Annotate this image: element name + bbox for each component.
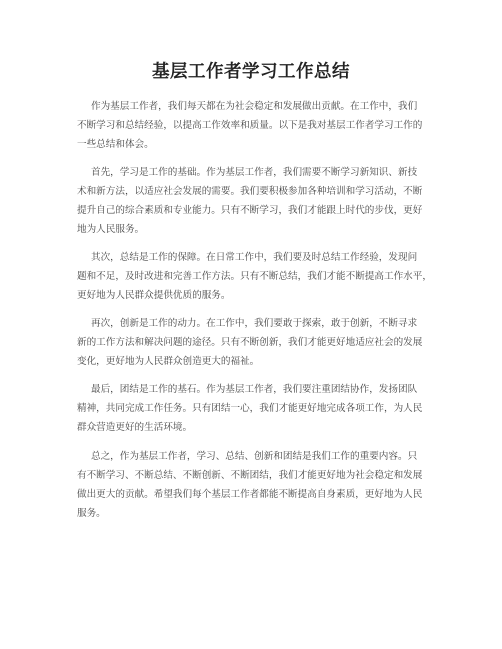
paragraph-summary bbox=[77, 248, 437, 305]
paragraph-line: 新的工作方法和解决问题的途径。只有不断创新，我们才能更好地适应社会的发展 bbox=[77, 337, 423, 348]
paragraph-line: 精神，共同完成工作任务。只有团结一心，我们才能更好地完成各项工作，为人民 bbox=[77, 403, 423, 414]
paragraph-line: 一些总结和体会。 bbox=[77, 139, 154, 150]
paragraph-line: 不断学习和总结经验，以提高工作效率和质量。以下是我对基层工作者学习工作的 bbox=[77, 120, 423, 131]
paragraph-line: 术和新方法，以适应社会发展的需要。我们要积极参加各种培训和学习活动，不断 bbox=[77, 186, 423, 197]
paragraph-line: 作为基层工作者，我们每天都在为社会稳定和发展做出贡献。在工作中，我们 bbox=[91, 101, 418, 112]
paragraph-line: 其次，总结是工作的保障。在日常工作中，我们要及时总结工作经验，发现问 bbox=[91, 252, 418, 263]
document-title: 基层工作者学习工作总结 bbox=[152, 62, 350, 82]
paragraph-intro bbox=[77, 97, 437, 154]
paragraph-line: 最后，团结是工作的基石。作为基层工作者，我们要注重团结协作，发扬团队 bbox=[91, 384, 418, 395]
paragraph-line: 更好地为人民群众提供优质的服务。 bbox=[77, 290, 231, 301]
paragraph-unity bbox=[77, 380, 437, 437]
paragraph-line: 群众营造更好的生活环境。 bbox=[77, 422, 193, 433]
paragraph-learning bbox=[77, 163, 437, 239]
paragraph-line: 做出更大的贡献。希望我们每个基层工作者都能不断提高自身素质，更好地为人民 bbox=[77, 489, 423, 500]
paragraph-line: 再次，创新是工作的动力。在工作中，我们要敢于探索，敢于创新，不断寻求 bbox=[91, 318, 418, 329]
paragraph-line: 题和不足，及时改进和完善工作方法。只有不断总结，我们才能不断提高工作水平， bbox=[77, 271, 432, 282]
paragraph-line: 有不断学习、不断总结、不断创新、不断团结，我们才能更好地为社会稳定和发展 bbox=[77, 470, 423, 481]
paragraph-conclusion bbox=[77, 447, 437, 523]
paragraph-line: 地为人民服务。 bbox=[77, 224, 145, 235]
paragraph-line: 服务。 bbox=[77, 508, 106, 519]
paragraph-line: 总之，作为基层工作者，学习、总结、创新和团结是我们工作的重要内容。只 bbox=[91, 451, 418, 462]
paragraph-line: 首先，学习是工作的基础。作为基层工作者，我们需要不断学习新知识、新技 bbox=[91, 167, 418, 178]
paragraph-line: 变化，更好地为人民群众创造更大的福祉。 bbox=[77, 356, 260, 367]
paragraph-innovation bbox=[77, 314, 437, 371]
paragraph-line: 提升自己的综合素质和专业能力。只有不断学习，我们才能跟上时代的步伐，更好 bbox=[77, 205, 423, 216]
